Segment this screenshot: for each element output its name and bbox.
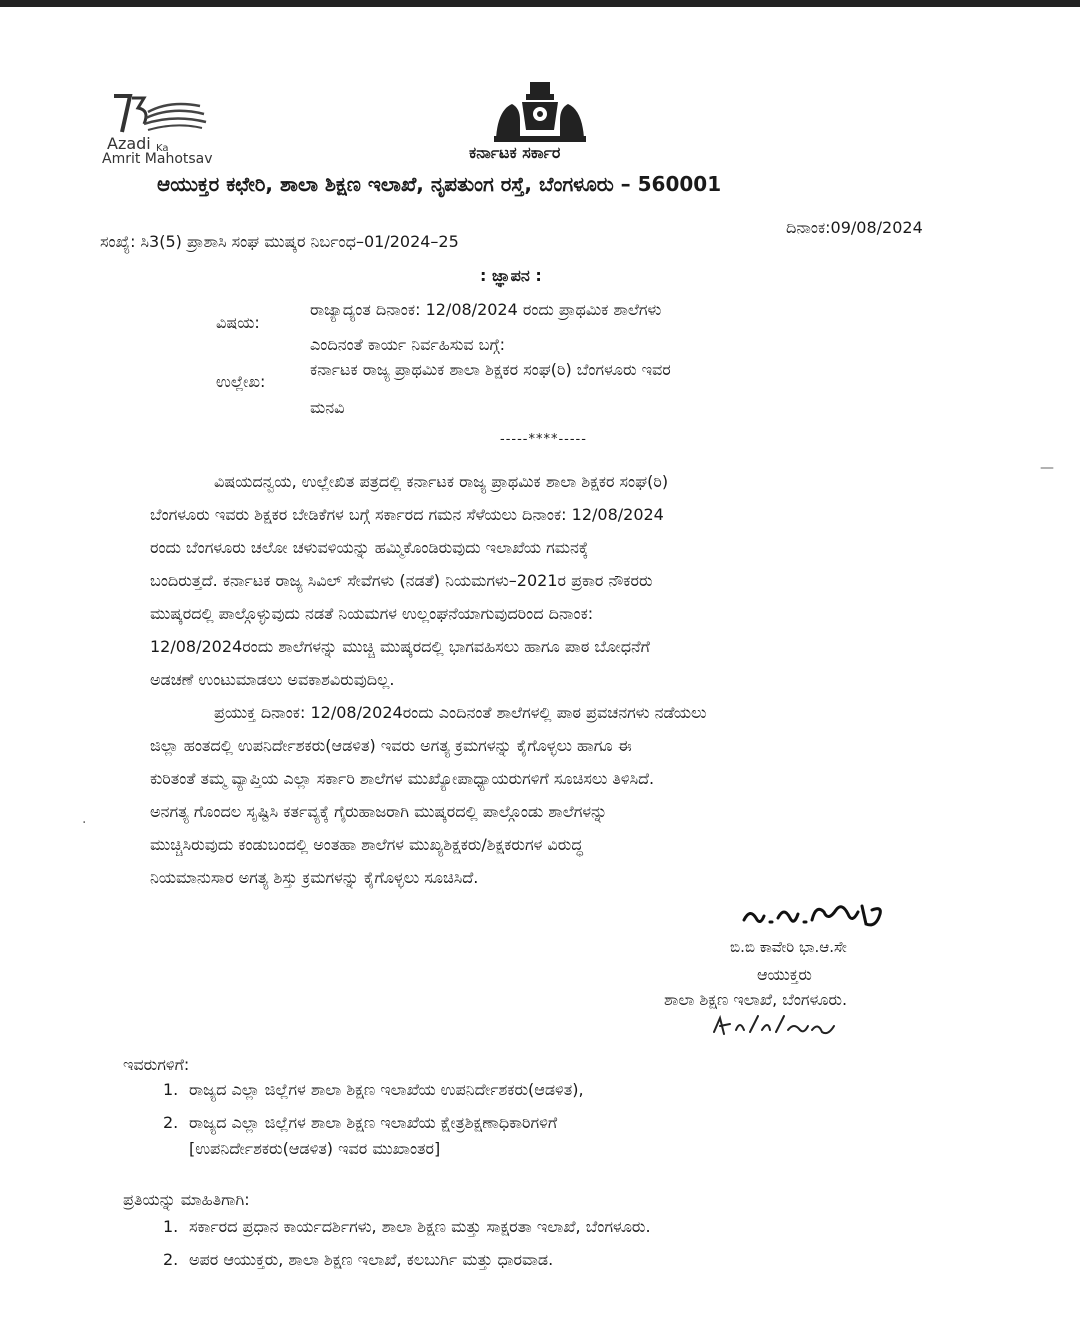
body-para2-line: ನಿಯಮಾನುಸಾರ ಅಗತ್ಯ ಶಿಸ್ತು ಕ್ರಮಗಳನ್ನು ಕೈಗೊಳ್ಳಲು ಸೂಚಿಸಿದೆ. [150,868,479,887]
body-para2-line: ಕುರಿತಂತೆ ತಮ್ಮ ವ್ಯಾಪ್ತಿಯ ಎಲ್ಲಾ ಸರ್ಕಾರಿ ಶಾಲೆಗಳ ಮುಖ್ಯೋಪಾಧ್ಯಾಯರುಗಳಿಗೆ ಸೂಚಿಸಲು ತಿಳಿಸಿದೆ. [150,769,655,788]
copy-item [163,1217,651,1237]
document-date: ದಿನಾಂಕ:09/08/2024 [786,218,923,237]
reference-line-2: ಮನವಿ [310,398,345,417]
body-para2-line: ಮುಚ್ಚಿಸಿರುವುದು ಕಂಡುಬಂದಲ್ಲಿ ಅಂತಹಾ ಶಾಲೆಗಳ ಮುಖ್ಯಶಿಕ್ಷಕರು/ಶಿಕ್ಷಕರುಗಳ ವಿರುದ್ಧ [150,835,583,854]
copy-text: ಅಪರ ಆಯುಕ್ತರು, ಶಾಲಾ ಶಿಕ್ಷಣ ಇಲಾಖೆ, ಕಲಬುರ್ಗಿ ಮತ್ತು ಧಾರವಾಡ. [189,1250,554,1269]
recipients-heading: ಇವರುಗಳಿಗೆ: [123,1055,190,1074]
azadi-ka-amrit-mahotsav-logo [100,92,240,172]
body-para1-line: ಮುಷ್ಕರದಲ್ಲಿ ಪಾಲ್ಗೊಳ್ಳುವುದು ನಡತೆ ನಿಯಮಗಳ ಉಲ್ಲಂಘನೆಯಾಗುವುದರಿಂದ ದಿನಾಂಕ: [150,604,594,623]
karnataka-emblem-icon [490,80,590,142]
signatory-department: ಶಾಲಾ ಶಿಕ್ಷಣ ಇಲಾಖೆ, ಬೆಂಗಳೂರು. [664,990,848,1009]
logo-text-amrit-mahotsav: Amrit Mahotsav [102,151,213,167]
body-para1-line: ಬಂದಿರುತ್ತದೆ. ಕರ್ನಾಟಕ ರಾಜ್ಯ ಸಿವಿಲ್ ಸೇವೆಗಳು (ನಡತೆ) ನಿಯಮಗಳು–2021ರ ಪ್ರಕಾರ ನೌಕರರು [150,571,653,590]
handwritten-initials [710,1012,850,1038]
body-para1-line: 12/08/2024ರಂದು ಶಾಲೆಗಳನ್ನು ಮುಚ್ಚಿ ಮುಷ್ಕರದಲ್ಲಿ ಭಾಗವಹಿಸಲು ಹಾಗೂ ಪಾಠ ಬೋಧನೆಗೆ [150,637,650,656]
recipient-item-continuation: [ಉಪನಿರ್ದೇಶಕರು(ಆಡಳಿತ) ಇವರ ಮುಖಾಂತರ] [189,1139,441,1158]
subject-label: ವಿಷಯ: [216,313,260,332]
body-para2-line: ಜಿಲ್ಲಾ ಹಂತದಲ್ಲಿ ಉಪನಿರ್ದೇಶಕರು(ಆಡಳಿತ) ಇವರು ಅಗತ್ಯ ಕ್ರಮಗಳನ್ನು ಕೈಗೊಳ್ಳಲು ಹಾಗೂ ಈ [150,736,632,755]
logo-text-azadi: Azadi [107,134,151,153]
body-para1-line: ರಂದು ಬೆಂಗಳೂರು ಚಲೋ ಚಳುವಳಿಯನ್ನು ಹಮ್ಮಿಕೊಂಡಿರುವುದು ಇಲಾಖೆಯ ಗಮನಕ್ಕೆ [150,538,589,557]
scan-margin-mark: · [82,815,87,831]
body-para2-line: ಪ್ರಯುಕ್ತ ದಿನಾಂಕ: 12/08/2024ರಂದು ಎಂದಿನಂತೆ ಶಾಲೆಗಳಲ್ಲಿ ಪಾಠ ಪ್ರವಚನಗಳು ನಡೆಯಲು [214,703,707,722]
body-para2-line: ಅನಗತ್ಯ ಗೊಂದಲ ಸೃಷ್ಟಿಸಿ ಕರ್ತವ್ಯಕ್ಕೆ ಗೈರುಹಾಜರಾಗಿ ಮುಷ್ಕರದಲ್ಲಿ ಪಾಲ್ಗೊಂಡು ಶಾಲೆಗಳನ್ನು [150,802,608,821]
logo-text-ka: Ka [156,143,169,154]
section-separator: -----****----- [500,432,587,447]
copy-item [163,1250,553,1270]
signatory-title: ಆಯುಕ್ತರು [757,965,812,984]
body-para1-line: ಅಡಚಣೆ ಉಂಟುಮಾಡಲು ಅವಕಾಶವಿರುವುದಿಲ್ಲ. [150,670,395,689]
recipient-text: ರಾಜ್ಯದ ಎಲ್ಲಾ ಜಿಲ್ಲೆಗಳ ಶಾಲಾ ಶಿಕ್ಷಣ ಇಲಾಖೆಯ ಕ್ಷೇತ್ರಶಿಕ್ಷಣಾಧಿಕಾರಿಗಳಿಗೆ [189,1113,558,1132]
list-number: 2. [163,1113,179,1132]
recipient-item [163,1080,584,1100]
body-para1-line: ವಿಷಯದನ್ವಯ, ಉಲ್ಲೇಖಿತ ಪತ್ರದಲ್ಲಿ ಕರ್ನಾಟಕ ರಾಜ್ಯ ಪ್ರಾಥಮಿಕ ಶಾಲಾ ಶಿಕ್ಷಕರ ಸಂಘ(ರಿ) [214,472,669,491]
office-address: ಆಯುಕ್ತರ ಕಛೇರಿ, ಶಾಲಾ ಶಿಕ್ಷಣ ಇಲಾಖೆ, ನೃಪತುಂಗ ರಸ್ತೆ, ಬೆಂಗಳೂರು – 560001 [157,172,722,196]
recipient-item [163,1113,557,1133]
signatory-name: ಬಿ.ಬಿ ಕಾವೇರಿ ಭಾ.ಆ.ಸೇ [730,938,847,956]
list-number: 2. [163,1250,179,1269]
handwritten-signature [740,898,890,932]
list-number: 1. [163,1080,179,1099]
subject-line-1: ರಾಜ್ಯಾದ್ಯಂತ ದಿನಾಂಕ: 12/08/2024 ರಂದು ಪ್ರಾಥಮಿಕ ಶಾಲೆಗಳು [310,300,662,319]
list-number: 1. [163,1217,179,1236]
recipient-text: ರಾಜ್ಯದ ಎಲ್ಲಾ ಜಿಲ್ಲೆಗಳ ಶಾಲಾ ಶಿಕ್ಷಣ ಇಲಾಖೆಯ ಉಪನಿರ್ದೇಶಕರು(ಆಡಳಿತ), [189,1080,584,1099]
memo-title: : ಜ್ಞಾಪನ : [480,266,542,285]
subject-line-2: ಎಂದಿನಂತೆ ಕಾರ್ಯ ನಿರ್ವಹಿಸುವ ಬಗ್ಗೆ: [310,335,506,354]
copies-heading: ಪ್ರತಿಯನ್ನು ಮಾಹಿತಿಗಾಗಿ: [123,1190,250,1209]
government-name: ಕರ್ನಾಟಕ ಸರ್ಕಾರ [469,143,561,162]
reference-number: ಸಂಖ್ಯೆ: ಸಿ3(5) ಪ್ರಾಶಾಸಿ ಸಂಘ ಮುಷ್ಕರ ನಿರ್ಬಂಧ–01/2024–25 [100,232,459,251]
reference-label: ಉಲ್ಲೇಖ: [216,372,266,391]
scan-top-edge [0,0,1080,7]
copy-text: ಸರ್ಕಾರದ ಪ್ರಧಾನ ಕಾರ್ಯದರ್ಶಿಗಳು, ಶಾಲಾ ಶಿಕ್ಷಣ ಮತ್ತು ಸಾಕ್ಷರತಾ ಇಲಾಖೆ, ಬೆಂಗಳೂರು. [189,1217,651,1236]
scan-margin-mark: — [1040,460,1054,476]
reference-line-1: ಕರ್ನಾಟಕ ರಾಜ್ಯ ಪ್ರಾಥಮಿಕ ಶಾಲಾ ಶಿಕ್ಷಕರ ಸಂಘ(ರಿ) ಬೆಂಗಳೂರು ಇವರ [310,360,671,379]
body-para1-line: ಬೆಂಗಳೂರು ಇವರು ಶಿಕ್ಷಕರ ಬೇಡಿಕೆಗಳ ಬಗ್ಗೆ ಸರ್ಕಾರದ ಗಮನ ಸೆಳೆಯಲು ದಿನಾಂಕ: 12/08/2024 [150,505,664,524]
